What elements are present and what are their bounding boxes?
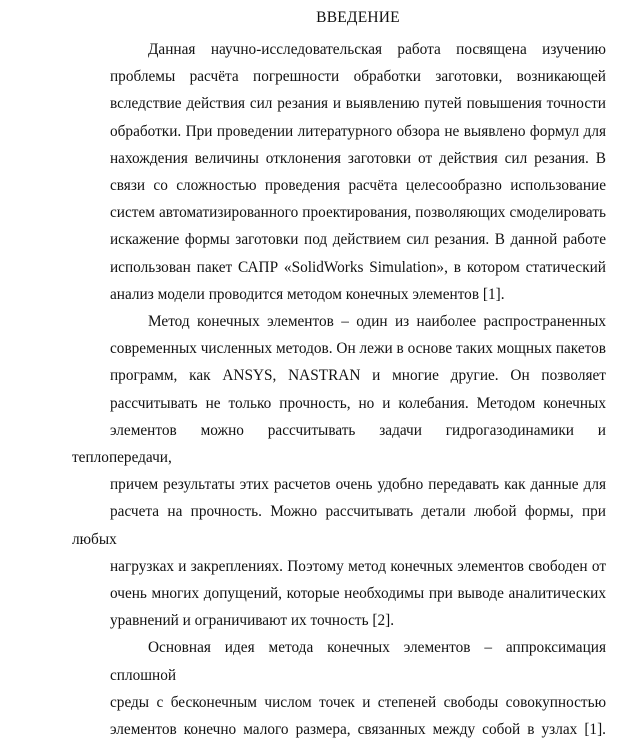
text-line: уравнений и ограничивают их точность [2]. [110,612,395,630]
text-line: элементов можно рассчитывать задачи гидрогазодинамики и теплопередачи, [72,421,606,467]
text-line: причем результаты этих расчетов очень удобно передавать как данные для [110,476,606,494]
text-line: современных численных методов. Он лежи в основе таких мощных пакетов [110,340,606,358]
text-line: рассчитывать не только прочность, но и колебания. Методом конечных [110,394,606,412]
text-line: очень многих допущений, которые необходимы при выводе аналитических [110,585,606,603]
text-line: Основная идея метода конечных элементов – аппроксимация сплошной [110,639,606,684]
text-line: искажение формы заготовки под действием сил резания. В данной работе [110,231,606,249]
text-line: нагрузках и закреплениях. Поэтому метод конечных элементов свободен от [110,557,606,575]
text-line: расчета на прочность. Можно рассчитывать детали любой формы, при любых [72,503,606,548]
text-line: программ, как ANSYS, NASTRAN и многие другие. Он позволяет [110,367,606,385]
paragraph-main-idea [72,634,606,743]
text-line: обработки. При проведении литературного обзора не выявлено формул для [110,122,606,140]
paragraph-fem [72,308,606,634]
text-line: Метод конечных элементов – один из наиболее распространенных [148,313,606,331]
text-line: систем автоматизированного проектирования, позволяющих смоделировать [110,204,606,222]
text-line: проблемы расчёта погрешности обработки заготовки, возникающей [110,68,606,86]
document-body [72,36,606,743]
text-line: элементов конечно малого размера, связанных между собой в узлах [1]. [110,721,606,739]
text-line: вследствие действия сил резания и выявлению путей повышения точности [110,95,606,113]
text-line: связи со сложностью проведения расчёта целесообразно использование [110,177,606,195]
section-heading: ВВЕДЕНИЕ [316,9,400,26]
paragraph-intro [72,36,606,308]
text-line: нахождения величины отклонения заготовки от действия сил резания. В [110,149,606,167]
text-line: среды с бесконечным числом точек и степеней свободы совокупностью [110,693,606,711]
text-line: использован пакет САПР «SolidWorks Simulation», в котором статический [110,258,606,276]
text-line: анализ модели проводится методом конечных элементов [1]. [110,285,505,303]
text-line: Данная научно-исследовательская работа посвящена изучению [148,41,606,58]
